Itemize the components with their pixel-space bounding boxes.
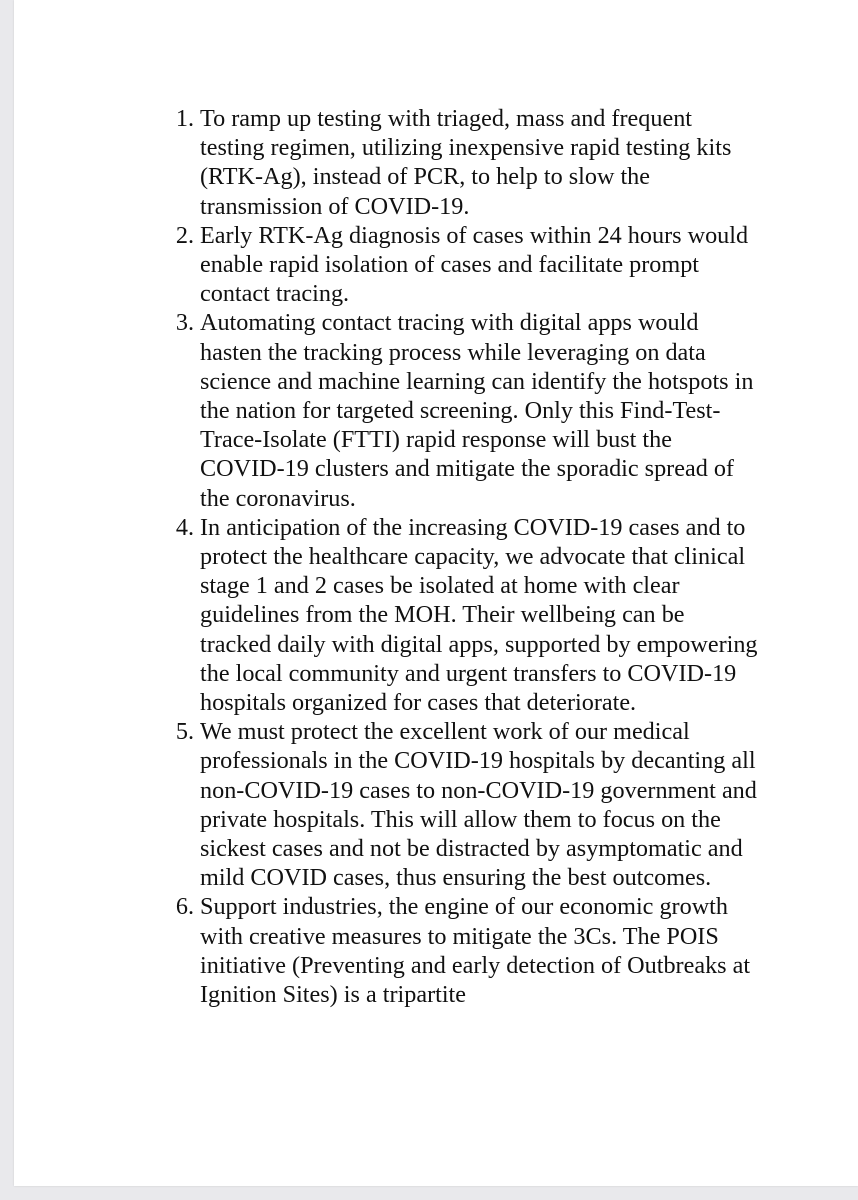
list-item — [160, 513, 760, 717]
list-item-number: 6. — [175, 893, 194, 921]
list-item-text: In anticipation of the increasing COVID-19 cases and to protect the healthcare capacity, we advocate that clinical stage 1 and 2 cases be isolated at home with clear guidelines from the MOH. Their wellbeing can be tracked daily with digital apps, supported by empowering the local community and urgent transfers to COVID-19 hospitals organized for cases that deteriorate. — [200, 513, 758, 717]
numbered-list — [160, 104, 760, 1009]
document-page — [14, 0, 858, 1186]
list-item-number: 1. — [175, 105, 194, 132]
list-item — [160, 221, 760, 309]
list-item — [160, 308, 760, 512]
list-item-number: 3. — [175, 309, 194, 337]
list-item-number: 4. — [175, 513, 194, 541]
list-item-number: 2. — [175, 221, 194, 249]
list-item — [160, 717, 760, 892]
list-item-text: Automating contact tracing with digital apps would hasten the tracking process while leveraging on data science and machine learning can identify the hotspots in the nation for targeted screening. Only this Find-Test-Trace-Isolate (FTTI) rapid response will bust the COVID-19 clusters and mitigate the sporadic spread of the coronavirus. — [200, 309, 754, 512]
list-item — [160, 104, 760, 221]
list-item-text: Support industries, the engine of our economic growth with creative measures to mitigate the 3Cs. The POIS initiative (Preventing and early detection of Outbreaks at Ignition Sites) is a tripartite — [200, 893, 751, 1009]
list-item-text: We must protect the excellent work of our medical professionals in the COVID-19 hospitals by decanting all non-COVID-19 cases to non-COVID-19 government and private hospitals. This will allow them to focus on the sickest cases and not be distracted by asymptomatic and mild COVID cases, thus ensuring the best outcomes. — [200, 718, 757, 892]
list-item — [160, 892, 760, 1009]
list-item-text: To ramp up testing with triaged, mass and frequent testing regimen, utilizing inexpensive rapid testing kits (RTK-Ag), instead of PCR, to help to slow the transmission of COVID-19. — [200, 105, 732, 220]
list-item-text: Early RTK-Ag diagnosis of cases within 24 hours would enable rapid isolation of cases and facilitate prompt contact tracing. — [200, 221, 749, 308]
list-item-number: 5. — [175, 718, 194, 746]
